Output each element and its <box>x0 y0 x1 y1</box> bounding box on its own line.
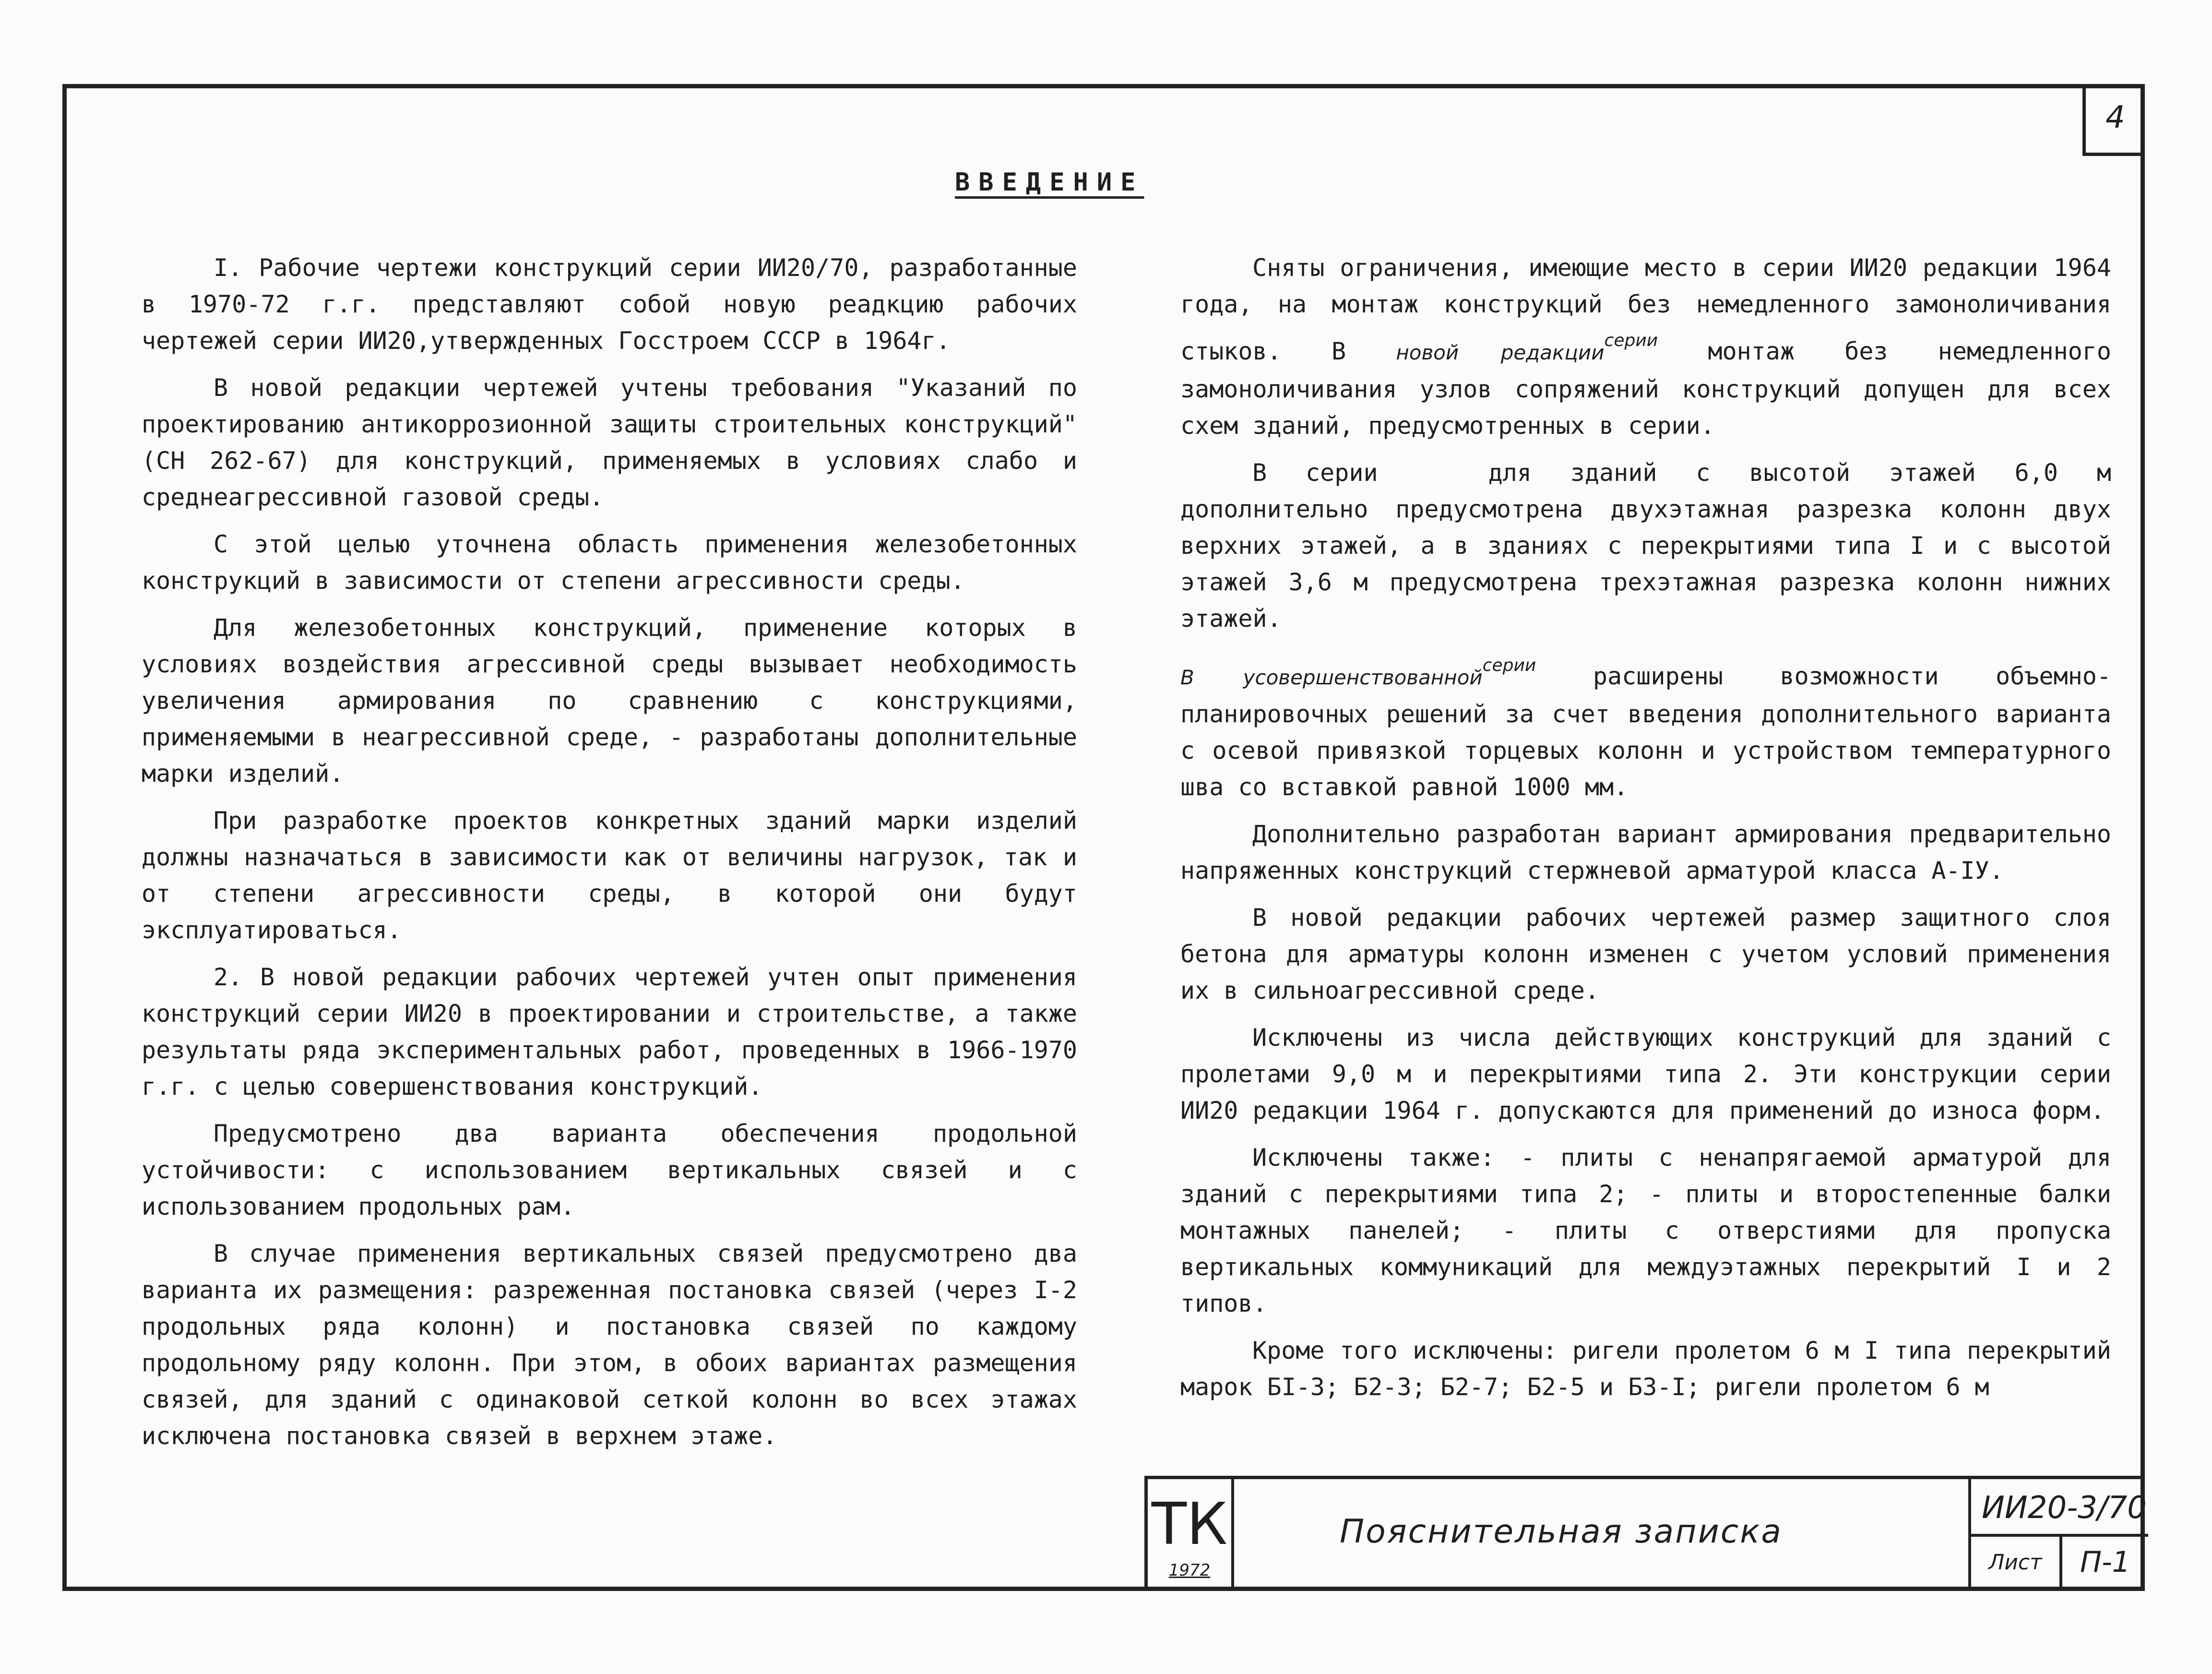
paragraph <box>1180 647 2111 805</box>
paragraph: Дополнительно разработан вариант армирования предварительно напряженных конструкций стержневой арматурой класса А-IУ. <box>1180 820 2111 885</box>
page-number: 4 <box>2082 84 2145 156</box>
paragraph-text: монтаж без немедленного замоноличивания узлов сопряжений конструкций допущен для всех схем зданий, предусмотренных в серии. <box>1180 337 2112 440</box>
handwritten-insert: В усовершенствованной <box>1180 666 1483 689</box>
paragraph <box>1180 250 2111 444</box>
handwritten-superscript: серии <box>1604 331 1658 350</box>
paragraph: 2. В новой редакции рабочих чертежей учтен опыт применения конструкций серии ИИ20 в проектировании и строительстве, а также результаты ряда экспериментальных работ, проведенных в 1966-1970 г.г. с целью совершенствования конструкций. <box>142 963 1077 1100</box>
document-title: ВВЕДЕНИЕ <box>955 168 1144 197</box>
paragraph: Предусмотрено два варианта обеспечения продольной устойчивости: с использованием вертикальных связей и с использованием продольных рам. <box>142 1120 1077 1220</box>
paragraph-text: для зданий с высотой этажей 6,0 м дополнительно предусмотрена двухэтажная разрезка колонн двух верхних этажей, а в зданиях с перекрытиями типа I и с высотой этажей 3,6 м предусмотрена трехэтажная разрезка колонн нижних этажей. <box>1180 459 2111 633</box>
right-column <box>1180 250 2111 1416</box>
paragraph: В случае применения вертикальных связей предусмотрено два варианта их размещения: разреженная постановка связей (через I-2 продольных ряда колонн) и постановка связей по каждому продольному ряду колонн. При этом, в обоих вариантах размещения связей, для зданий с одинаковой сеткой колонн во всех этажах исключена постановка связей в верхнем этаже. <box>142 1240 1077 1450</box>
designation-block <box>1968 1479 2148 1591</box>
paragraph: Исключены также: - плиты с ненапрягаемой арматурой для зданий с перекрытиями типа 2; - плиты и второстепенные балки монтажных панелей; - плиты с отверстиями для пропуска вертикальных коммуникаций для междуэтажных перекрытий I и 2 типов. <box>1180 1144 2111 1317</box>
sheet-label: Лист <box>1971 1537 2062 1588</box>
paragraph: При разработке проектов конкретных зданий марки изделий должны назначаться в зависимости как от величины нагрузок, так и от степени агрессивности среды, в которой они будут эксплуатироваться. <box>142 807 1077 944</box>
document-name: Пояснительная записка <box>1340 1513 1783 1551</box>
handwritten-insert: новой редакции <box>1396 341 1605 364</box>
logo-year: 1972 <box>1168 1561 1211 1580</box>
paragraph <box>1180 454 2111 637</box>
paragraph: В новой редакции рабочих чертежей размер защитного слоя бетона для арматуры колонн изменен с учетом условий применения их в сильноагрессивной среде. <box>1180 904 2111 1004</box>
sheet-row <box>1971 1537 2148 1588</box>
paragraph: В новой редакции чертежей учтены требования "Указаний по проектированию антикоррозионной защиты строительных конструкций" (СН 262-67) для конструкций, применяемых в условиях слабо и среднеагрессивной газовой среды. <box>142 374 1077 511</box>
organization-logo <box>1148 1479 1234 1591</box>
paragraph: Кроме того исключены: ригели пролетом 6 м I типа перекрытий марок БI-3; Б2-3; Б2-7; Б2-5 и Б3-I; ригели пролетом 6 м <box>1180 1337 2111 1401</box>
handwritten-superscript: серии <box>1482 656 1536 675</box>
paragraph-text: расширены возможности объемно-планировочных решений за счет введения дополнительного варианта с осевой привязкой торцевых колонн и устройством температурного шва со вставкой равной 1000 мм. <box>1180 662 2112 801</box>
paragraph: С этой целью уточнена область применения железобетонных конструкций в зависимости от степени агрессивности среды. <box>142 530 1077 595</box>
series-code: ИИ20-3/70 <box>1971 1479 2148 1537</box>
logo-text: ТК <box>1151 1491 1228 1558</box>
left-column <box>142 250 1077 1465</box>
paragraph-text: Сняты ограничения, имеющие место в серии ИИ20 редакции 1964 года, на монтаж конструкций без немедленного замоноличивания стыков. В <box>1180 254 2111 365</box>
paragraph-text: В серии <box>1252 459 1378 487</box>
paragraph: I. Рабочие чертежи конструкций серии ИИ20/70, разработанные в 1970-72 г.г. представляют собой новую реадкцию рабочих чертежей серии ИИ20,утвержденных Госстроем СССР в 1964г. <box>142 254 1077 355</box>
sheet-number: П-1 <box>2080 1545 2130 1579</box>
paragraph: Для железобетонных конструкций, применение которых в условиях воздействия агрессивной среды вызывает необходимость увеличения армирования по сравнению с конструкциями, применяемыми в неагрессивной среде, - разработаны дополнительные марки изделий. <box>142 614 1077 788</box>
paragraph: Исключены из числа действующих конструкций для зданий с пролетами 9,0 м и перекрытиями типа 2. Эти конструкции серии ИИ20 редакции 1964 г. допускаются для применений до износа форм. <box>1180 1024 2111 1124</box>
title-block <box>1144 1476 2145 1591</box>
